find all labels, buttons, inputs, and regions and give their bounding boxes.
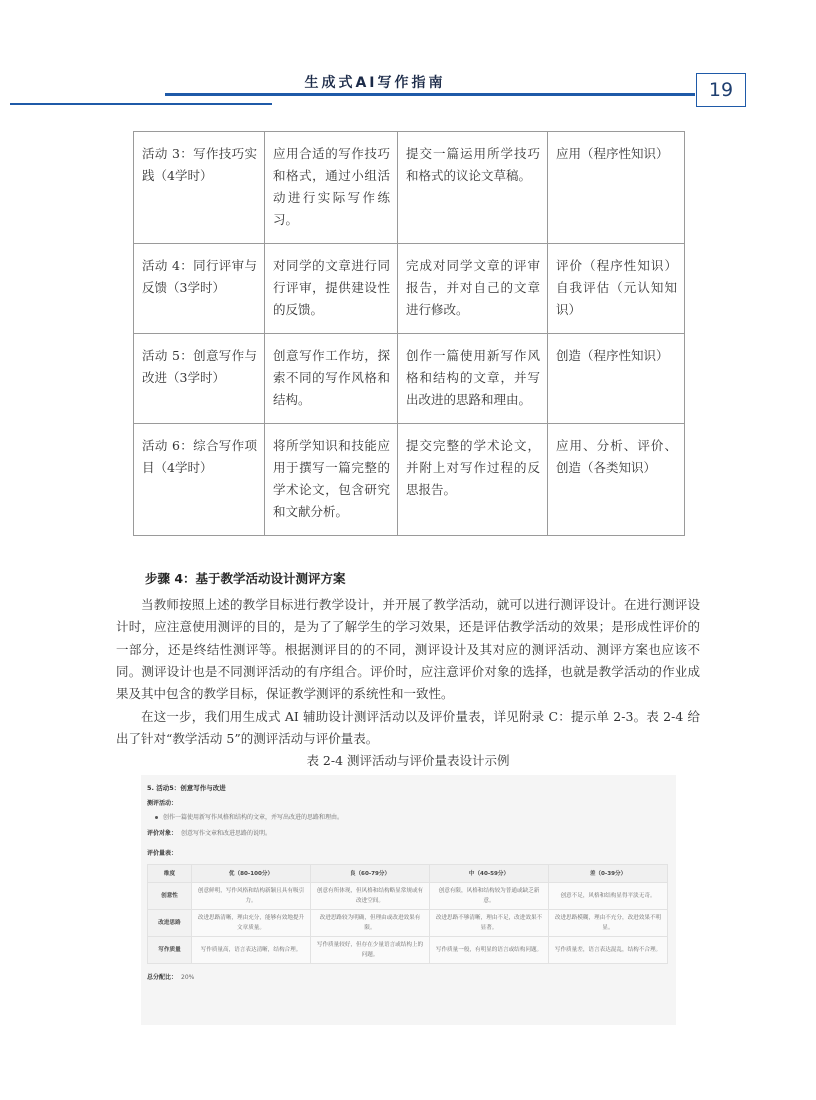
activity-content-cell: 对同学的文章进行同行评审，提供建设性的反馈。: [265, 244, 398, 334]
header-rule-secondary: [10, 103, 272, 105]
rubric-cell: 创意鲜明，写作风格和结构新颖且具有吸引力。: [192, 883, 311, 910]
total-weight: [147, 972, 670, 981]
rubric-cell: 改进思路不够清晰，理由不足，改进效果不显著。: [430, 910, 549, 937]
evaluation-object: [147, 828, 670, 848]
rubric-cell: 写作质量差，语言表达混乱，结构不合理。: [549, 937, 668, 964]
activity-content-cell: 创意写作工作坊，探索不同的写作风格和结构。: [265, 334, 398, 424]
activity-knowledge-cell: 应用、分析、评价、创造（各类知识）: [548, 424, 685, 536]
assessment-activity-text: 创作一篇使用新写作风格和结构的文章，并写出改进的思路和理由。: [163, 814, 344, 821]
activity-name-cell: 活动 5：创意写作与改进（3学时）: [134, 334, 265, 424]
activity-name-cell: 活动 3：写作技巧实践（4学时）: [134, 132, 265, 244]
activity-outcome-cell: 创作一篇使用新写作风格和结构的文章，并写出改进的思路和理由。: [398, 334, 548, 424]
rubric-header-row: [148, 865, 668, 883]
bullet-icon: [155, 816, 158, 819]
rubric-cell: 改进思路清晰，理由充分，能够有效地提升文章质量。: [192, 910, 311, 937]
activity-name-cell: 活动 4：同行评审与反馈（3学时）: [134, 244, 265, 334]
total-weight-value: 20%: [181, 974, 195, 981]
rubric-cell: 创意有限，风格和结构较为普通或缺乏新意。: [430, 883, 549, 910]
body-paragraph: 在这一步，我们用生成式 AI 辅助设计测评活动以及评价量表，详见附录 C：提示单 2-3。表 2-4 给出了针对“教学活动 5”的测评活动与评价量表。: [116, 709, 700, 747]
activity-name-cell: 活动 6：综合写作项目（4学时）: [134, 424, 265, 536]
rubric-header-cell: 良（60-79分）: [311, 865, 430, 883]
evaluation-object-label: 评价对象：: [147, 830, 178, 837]
rubric-screenshot: [141, 775, 676, 1025]
table-row: [134, 424, 685, 536]
rubric-header-cell: 中（40-59分）: [430, 865, 549, 883]
rating-scale-label: 评价量表：: [147, 850, 178, 857]
table-caption: 表 2-4 测评活动与评价量表设计示例: [306, 753, 510, 768]
activity-knowledge-cell: 应用（程序性知识）: [548, 132, 685, 244]
header-rule: [165, 93, 695, 96]
activity-outcome-cell: 完成对同学文章的评审报告，并对自己的文章进行修改。: [398, 244, 548, 334]
table-row: [134, 334, 685, 424]
activity-content-cell: 应用合适的写作技巧和格式，通过小组活动进行实际写作练习。: [265, 132, 398, 244]
evaluation-object-value: 创意写作文章和改进思路的说明。: [181, 830, 272, 837]
activity-knowledge-cell: 评价（程序性知识）自我评估（元认知知识）: [548, 244, 685, 334]
assessment-activity-item: [147, 812, 670, 828]
activity-outcome-cell: 提交完整的学术论文，并附上对写作过程的反思报告。: [398, 424, 548, 536]
rubric-dimension-cell: 改进思路: [148, 910, 192, 937]
table-row: [148, 910, 668, 937]
step-heading: 步骤 4：基于教学活动设计测评方案: [145, 571, 346, 586]
rubric-cell: 改进思路模糊，理由不充分，改进效果不明显。: [549, 910, 668, 937]
activity-knowledge-cell: 创造（程序性知识）: [548, 334, 685, 424]
assessment-activity-label: 测评活动：: [147, 800, 178, 807]
rubric-dimension-cell: 创意性: [148, 883, 192, 910]
rubric-header-cell: 维度: [148, 865, 192, 883]
table-row: [134, 244, 685, 334]
activity-content-cell: 将所学知识和技能应用于撰写一篇完整的学术论文，包含研究和文献分析。: [265, 424, 398, 536]
table-row: [148, 937, 668, 964]
rubric-cell: 写作质量高，语言表达清晰，结构合理。: [192, 937, 311, 964]
rubric-cell: 写作质量一般，有明显的语言或结构问题。: [430, 937, 549, 964]
rubric-table: [147, 864, 668, 964]
activities-table: [133, 131, 685, 536]
rubric-cell: 写作质量较好，但存在少量语言或结构上的问题。: [311, 937, 430, 964]
running-header-title: 生成式AI写作指南: [304, 75, 446, 91]
page-number: 19: [696, 73, 746, 107]
rubric-dimension-cell: 写作质量: [148, 937, 192, 964]
rubric-title: 5. 活动5：创意写作与改进: [147, 784, 226, 792]
rubric-cell: 创意有所体现，但风格和结构略显常规或有改进空间。: [311, 883, 430, 910]
total-weight-label: 总分配比：: [147, 974, 178, 981]
rubric-cell: 创意不足，风格和结构显得平淡无奇。: [549, 883, 668, 910]
body-paragraph: 当教师按照上述的教学目标进行教学设计，并开展了教学活动，就可以进行测评设计。在进行测评设计时，应注意使用测评的目的，是为了了解学生的学习效果，还是评估教学活动的效果；是形成性评价的一部分，还是终结性测评等。根据测评目的的不同，测评设计及其对应的测评活动、测评方案也应该不同。测评设计也是不同测评活动的有序组合。评价时，应注意评价对象的选择，也就是教学活动的作业成果及其中包含的教学目标，保证教学测评的系统性和一致性。: [116, 597, 700, 702]
rubric-header-cell: 优（80-100分）: [192, 865, 311, 883]
rubric-cell: 改进思路较为明确，但理由或改进效果有限。: [311, 910, 430, 937]
activity-outcome-cell: 提交一篇运用所学技巧和格式的议论文草稿。: [398, 132, 548, 244]
table-row: [148, 883, 668, 910]
rubric-header-cell: 差（0-39分）: [549, 865, 668, 883]
table-row: [134, 132, 685, 244]
